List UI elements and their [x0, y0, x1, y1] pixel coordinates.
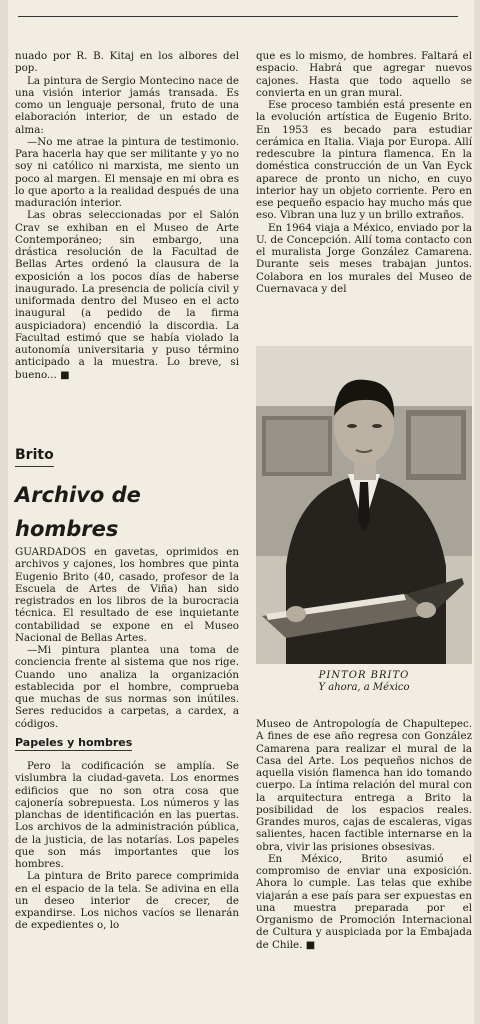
section-tag: Brito — [15, 447, 54, 467]
caption-name: PINTOR BRITO — [318, 670, 410, 681]
page-edge-left — [0, 0, 8, 1024]
subhead: Papeles y hombres — [15, 737, 132, 751]
paragraph: GUARDADOS en gavetas, oprimidos en archivos y cajones, los hombres que pinta Eugenio Brito (40, casado, profesor de la Escuela de Artes de Viña) han sido registrados en los libros de la burocracia técnica. El resultado de ese inquietante contabilidad se expone en el Museo Nacional de Bellas Artes. — [15, 546, 239, 644]
paragraph-text: Las obras seleccionadas por el Salón Crav se exhiban en el Museo de Arte Contemporáneo; sin embargo, una drástica resolución de la Facultad de Bellas Artes ordenó la clausura de la exposición a los pocos días de haberse inaugurado. La presencia de policía civil y uniformada dentro del Museo en el acto inaugural (a pedido de la firma auspiciadora) encendió la discordia. La Facultad estimó que se había violado la autonomía universitaria y puso término anticipado a la muestra. Lo breve, si bueno... — [15, 209, 239, 381]
paragraph-text: En México, Brito asumió el compromiso de enviar una exposición. Ahora lo cumple. Las telas que exhibe viajarán a ese país para ser expuestas en una muestra preparada por el Organismo de Promoción Internacional de Cultura y auspiciada por la Embajada de Chile. — [256, 852, 472, 951]
paragraph: La pintura de Brito parece comprimida en el espacio de la tela. Se adivina en ella un deseo interior de crecer, de expandirse. Los nichos vacíos se llenarán de expedientes o, lo — [15, 870, 239, 932]
column-right-bottom — [256, 718, 472, 952]
paragraph: Ese proceso también está presente en la evolución artística de Eugenio Brito. En 1953 es becado para estudiar cerámica en Italia. Viaja por Europa. Allí redescubre la pintura flamenca. En la doméstica construcción de un Van Eyck aparece de pronto un nicho, en cuyo interior hay un objeto corriente. Pero en ese pequeño espacio hay mucho más que eso. Vibran una luz y un brillo extraños. — [256, 99, 472, 222]
paragraph: nuado por R. B. Kitaj en los albores del pop. — [15, 50, 239, 75]
caption-subtitle: Y ahora, a México — [318, 682, 410, 693]
portrait-photo — [256, 346, 472, 664]
paragraph: —Mi pintura plantea una toma de conciencia frente al sistema que nos rige. Cuando uno analiza la organización establecida por el hombre, comprueba que muchas de sus normas son inútiles. Seres reducidos a carpetas, a cardex, a códigos. — [15, 644, 239, 730]
paragraph: Museo de Antropología de Chapultepec. A fines de ese año regresa con González Camarena para realizar el mural de la Casa del Arte. Los pequeños nichos de aquella visión flamenca han ido tomando cuerpo. La íntima relación del mural con la arquitectura entrega a Brito la posibilidad de los espacios reales. Grandes muros, cajas de escaleras, vigas salientes, hacen factible internarse en la obra, vivir las prisiones obsesivas. — [256, 718, 472, 853]
headline: Archivo de hombres — [15, 483, 141, 541]
end-mark: ■ — [305, 939, 316, 951]
column-left-top — [15, 50, 239, 382]
top-rule — [18, 16, 458, 17]
paragraph: Pero la codificación se amplía. Se vislumbra la ciudad-gaveta. Los enormes edificios que no son otra cosa que cajonería sobrepuesta. Los números y las planchas de identificación en las puertas. Los archivos de la administración pública, de la justicia, de las notarías. Los papeles que son más importantes que los hombres. — [15, 760, 239, 870]
column-right-top — [256, 50, 472, 295]
end-mark: ■ — [60, 369, 70, 381]
column-left-bottom — [15, 546, 239, 932]
paragraph: —No me atrae la pintura de testimonio. Para hacerla hay que ser militante y yo no soy ni católico ni marxista, me siento un poco al margen. El mensaje en mi obra es lo que aporto a la realidad después de una maduración interior. — [15, 135, 239, 209]
paragraph: que es lo mismo, de hombres. Faltará el espacio. Habrá que agregar nuevos cajones. Hasta que todo aquello se convierta en un gran mural. — [256, 50, 472, 99]
paragraph: La pintura de Sergio Montecino nace de una visión interior jamás transada. Es como un lenguaje personal, fruto de una elaboración interior, de un estado de alma: — [15, 74, 239, 136]
paragraph-with-end — [256, 853, 472, 952]
paragraph-with-end — [15, 209, 239, 382]
photo-caption — [256, 670, 472, 694]
page-edge-right — [474, 0, 480, 1024]
paragraph: En 1964 viaja a México, enviado por la U. de Concepción. Allí toma contacto con el muralista Jorge González Camarena. Durante seis meses trabajan juntos. Colabora en los murales del Museo de Cuernavaca y del — [256, 221, 472, 295]
